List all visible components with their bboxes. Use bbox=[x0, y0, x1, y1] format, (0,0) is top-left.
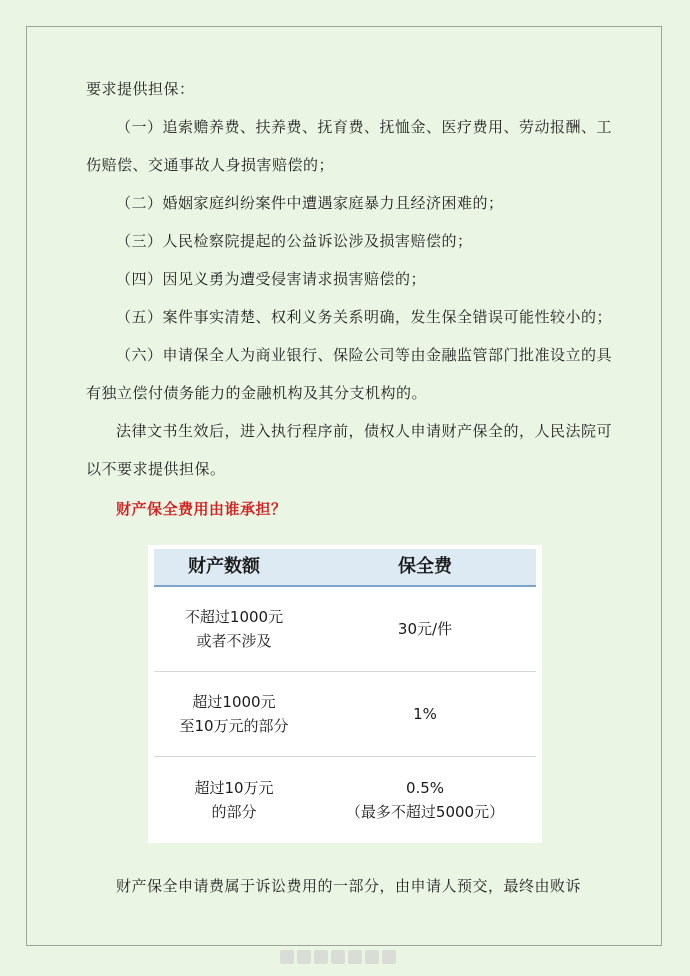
amount-cell bbox=[154, 587, 314, 671]
amount-line: 或者不涉及 bbox=[196, 632, 272, 650]
table-row bbox=[154, 757, 536, 843]
paragraph-footer: 财产保全申请费属于诉讼费用的一部分，由申请人预交，最终由败诉 bbox=[116, 877, 582, 895]
amount-line: 超过1000元 bbox=[192, 693, 276, 711]
header-amount: 财产数额 bbox=[188, 556, 260, 577]
amount-cell bbox=[154, 672, 314, 756]
section-heading: 财产保全费用由谁承担？ bbox=[116, 500, 287, 518]
fee-line: （最多不超过5000元） bbox=[345, 803, 505, 821]
amount-line: 不超过1000元 bbox=[184, 608, 284, 626]
paragraph-item-4: （四）因见义勇为遭受侵害请求损害赔偿的； bbox=[116, 270, 427, 288]
paragraph-item-5: （五）案件事实清楚、权利义务关系明确，发生保全错误可能性较小的； bbox=[116, 308, 613, 326]
amount-cell bbox=[154, 757, 314, 843]
table-row bbox=[154, 587, 536, 672]
fee-cell bbox=[314, 587, 536, 671]
paragraph-intro: 要求提供担保： bbox=[86, 80, 195, 98]
document-body bbox=[86, 70, 616, 528]
paragraph-execution: 法律文书生效后，进入执行程序前，债权人申请财产保全的，人民法院可以不要求提供担保。 bbox=[86, 422, 613, 478]
fee-cell bbox=[314, 672, 536, 756]
fee-line: 0.5% bbox=[405, 779, 445, 797]
fee-line: 30元/件 bbox=[397, 620, 453, 638]
amount-line: 至10万元的部分 bbox=[179, 717, 289, 735]
table-row bbox=[154, 672, 536, 757]
paragraph-item-6: （六）申请保全人为商业银行、保险公司等由金融监管部门批准设立的具有独立偿付债务能力的金融机构及其分支机构的。 bbox=[86, 346, 613, 402]
fee-table bbox=[148, 545, 542, 843]
fee-line: 1% bbox=[413, 705, 437, 723]
amount-line: 的部分 bbox=[211, 803, 257, 821]
table-header-row bbox=[154, 549, 536, 587]
watermark-mark bbox=[280, 948, 410, 966]
header-fee: 保全费 bbox=[398, 556, 452, 577]
paragraph-item-3: （三）人民检察院提起的公益诉讼涉及损害赔偿的； bbox=[116, 232, 473, 250]
fee-cell bbox=[314, 757, 536, 843]
amount-line: 超过10万元 bbox=[194, 779, 274, 797]
paragraph-item-2: （二）婚姻家庭纠纷案件中遭遇家庭暴力且经济困难的； bbox=[116, 194, 504, 212]
paragraph-item-1: （一）追索赡养费、扶养费、抚育费、抚恤金、医疗费用、劳动报酬、工伤赔偿、交通事故人身损害赔偿的； bbox=[86, 118, 613, 174]
